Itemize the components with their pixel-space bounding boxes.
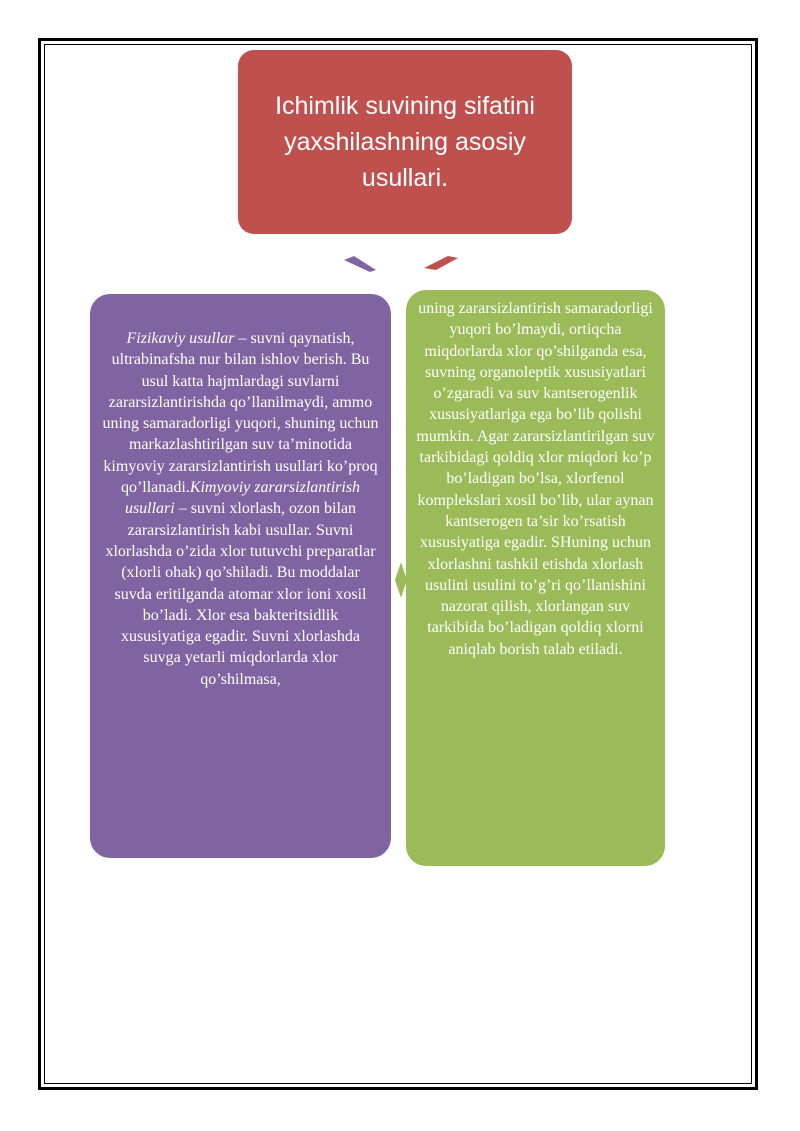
physical-methods-heading: Fizikaviy usullar — [126, 330, 235, 347]
chemical-methods-heading: Kimyoviy zararsizlantirish usullari — [124, 479, 361, 518]
title-text: Ichimlik suvining sifatini yaxshilashning asosiy usullari. — [275, 92, 535, 192]
chlorination-box — [406, 290, 665, 866]
physical-methods-box — [90, 294, 391, 858]
connector-left-arrow — [344, 256, 376, 272]
title-box — [238, 50, 572, 234]
connector-arrows — [340, 252, 470, 276]
connector-right-arrow — [424, 256, 458, 270]
chlorination-text: uning zararsizlantirish samaradorligi yuqori bo’lmaydi, ortiqcha miqdorlarda xlor qo’shilganda esa, suvning organoleptik xususiyatlari o’zgaradi va suv kantserogenlik xususiyatlariga ega bo’lib qolishi mumkin. Agar zararsizlantirilgan suv tarkibidagi qoldiq xlor miqdori ko’p bo’ladigan bo’lsa, xlorfenol komplekslari xosil bo’lib, ular aynan kantserogen ta’sir ko’rsatish xususiyatiga egadir. SHuning uchun xlorlashni tashkil etishda xlorlash usulini usulini to’g’ri qo’llanishini nazorat qilish, xlorlangan suv tarkibida bo’ladigan qoldiq xlorni aniqlab borish talab etiladi. — [416, 300, 655, 658]
physical-methods-text: – suvni qaynatish, ultrabinafsha nur bilan ishlov berish. Bu usul katta hajmlardagi suvlarni zararsizlantirishda qo’llanilmaydi, ammo uning samaradorligi yuqori, shuning uchun markazlashtirilgan suv ta’minotida kimyoviy zararsizlantirish usullari ko’proq qo’llanadi. — [102, 330, 379, 497]
chemical-methods-text: – suvni xlorlash, ozon bilan zararsizlantirish kabi usullar. Suvni xlorlashda o’zida xlor tutuvchi preparatlar (xlorli ohak) qo’shiladi. Bu moddalar suvda eritilganda atomar xlor ioni xosil bo’ladi. Xlor esa bakteritsidlik xususiyatiga egadir. Suvni xlorlashda suvga yetarli miqdorlarda xlor qo’shilmasa, — [105, 500, 376, 688]
